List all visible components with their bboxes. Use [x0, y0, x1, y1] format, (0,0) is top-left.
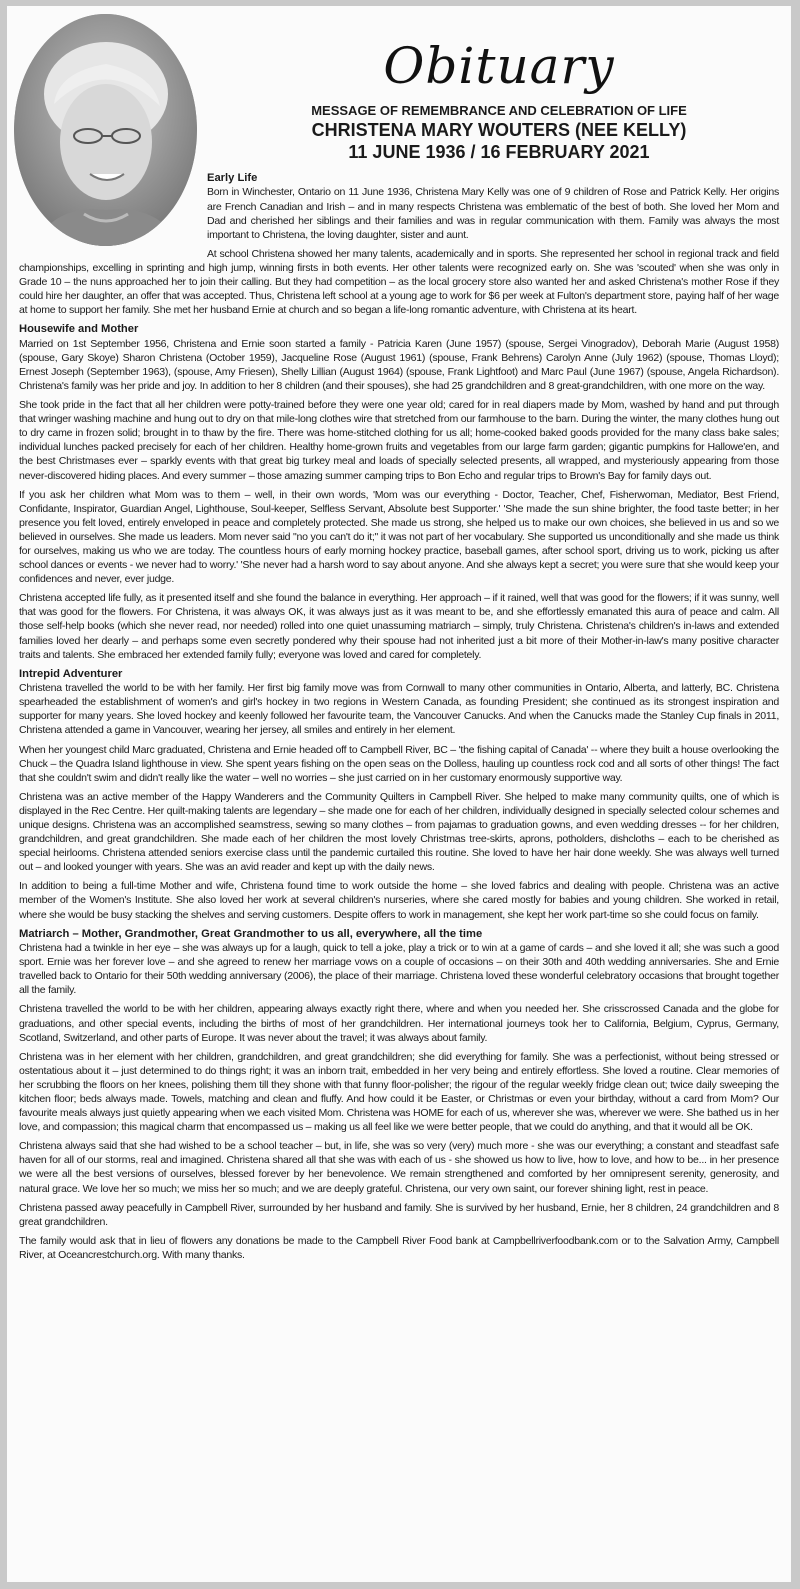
paragraph: Christena passed away peacefully in Campbell River, surrounded by her husband and family. She is survived by her husband, Ernie, her 8 children, 24 grandchildren and 8 great grandchildren.: [19, 1201, 779, 1228]
section-heading-intrepid-adventurer: Intrepid Adventurer: [19, 667, 123, 680]
section-heading-housewife-mother: Housewife and Mother: [19, 323, 139, 336]
photo-wrap-spacer: [19, 171, 207, 256]
paragraph: Christena was an active member of the Happy Wanderers and the Community Quilters in Campbell River. She helped to make many community quilts, one of which is displayed in the Rec Centre. Her quilt-making talents are legendary – she made one for each of her children, individually designed in specially selected colour schemes and unique designs. Christena was an accomplished seamstress, sewing so many clothes – from pajamas to graduation gowns, and even wedding dresses -- for her children, grandchildren, and great grandchildren. She made each of her children the most lovely Christmas tree-skirts, aprons, potholders, dishcloths – each to be cherished as special heirlooms. Christena attended seniors exercise class until the pandemic curtailed this routine. She loved to have her hair done weekly. She was always well turned out – and looked younger with years. She was an avid reader and kept up with the daily news.: [19, 790, 779, 874]
deceased-name: CHRISTENA MARY WOUTERS (NEE KELLY): [311, 120, 687, 140]
obituary-title: Obituary: [383, 37, 615, 95]
paragraph: Christena accepted life fully, as it presented itself and she found the balance in everything. Her approach – if it rained, well that was good for the flowers; if it was sunny, well that was good for the flowers. For Christena, it was always OK, it was always just as it was meant to be, and she effortlessly emanated this aura of peace and calm. All those self-help books (which she never read, nor needed) rolled into one quiet unassuming matriarch – simply, truly Christena. Christena's children's in-laws and extended families loved her dearly – and perhaps some even secretly pondered why their spouse had not inherited just a bit more of their Mother-in-law's many positive character traits and talents. She embraced her extended family fully; everyone was loved and cared for completely.: [19, 592, 779, 661]
section-heading-early-life: Early Life: [207, 172, 258, 184]
section-heading-matriarch: Matriarch – Mother, Grandmother, Great Grandmother to us all, everywhere, all the time: [19, 927, 483, 940]
paragraph: Born in Winchester, Ontario on 11 June 1936, Christena Mary Kelly was one of 9 children of Rose and Patrick Kelly. Her origins are French Canadian and Irish – and in many respects Christena was emblematic of the best of both. She loved her Mom and Dad and cherished her siblings and their families and was in regular communication with them. Family was always the most important to Christena, the loving daughter, sister and aunt.: [207, 186, 779, 241]
life-dates: 11 JUNE 1936 / 16 FEBRUARY 2021: [348, 142, 650, 162]
obituary-page: [7, 6, 791, 1582]
paragraph: She took pride in the fact that all her children were potty-trained before they were one year old; cared for in real diapers made by Mom, washed by hand and put through that wringer washing machine and hung out to dry on that mile-long clothes wire that stretched from our farmhouse to the barn. During the winter, the many clothes hung out to dry came in frozen solid; brought in to thaw by the fire. There was home-stitched clothing for us all; home-cooked baked goods provided for the many class bake sales; individual lunches packed precisely for each of her children. Healthy home-grown fruits and vegetables from our large farm garden; gigantic pumpkins for Hallowe'en, and the best Christmases ever – sparkly events with that great big turkey meal and loads of specially selected presents, all wrapped, and mysteriously appearing from those never-discovered hiding places. And every summer – those amazing summer camping trips to Bon Echo and regular trips to Brown's Bay for family days out.: [19, 399, 779, 482]
paragraph: Christena was in her element with her children, grandchildren, and great grandchildren; she did everything for family. She was a perfectionist, without being stressed or ostentatious about it – just determined to do things right; it was an inborn trait, embedded in her very being and entirely effortless. She loved a routine. Clear memories of her scrubbing the floors on her knees, polishing them till they shone with that funny floor-polisher; the rigour of the regular weekly fridge clean out; twice daily sweeping the kitchen floor; beds always made. Towels, matching and clean and fluffy. And how could it be Easter, or Christmas or even your birthday, without a card from Mom? Our favourite meals always just quietly appearing when we each visited Mom. Christena was HOME for each of us, wherever she was, wherever we were. She bathed us in her love, and compassion; this magical charm that encompassed us – making us all feel like we were better people, that we could do anything, and that it would all be OK.: [19, 1050, 779, 1134]
paragraph: If you ask her children what Mom was to them – well, in their own words, 'Mom was our everything - Doctor, Teacher, Chef, Fisherwoman, Mediator, Best Friend, Confidante, Inspirator, Guardian Angel, Lighthouse, Soul-keeper, Selfless Servant, Absolute best Supporter.' 'She made the sun shine brighter, the food taste better; in her presence you felt loved, entirely enveloped in peace and completely protected. She made us strong, she helped us to make our own choices, she believed in us and so we believed in ourselves. She made us leaders. Mom never said "no you can't do it;" it was not part of her vocabulary. She supported us unconditionally and she made us think for ourselves, making us who we are today. The countless hours of early morning hockey practice, baseball games, after school sport, driving us to work, picking us after school dances or events - we never had to worry.' 'She never had a harsh word to say about anyone. And she always kept a secret; you were sure that she would keep your confidences and never, ever judge.: [19, 488, 779, 586]
remembrance-subtitle: MESSAGE OF REMEMBRANCE AND CELEBRATION OF LIFE: [311, 103, 687, 118]
paragraph: Christena travelled the world to be with her family. Her first big family move was from Cornwall to many other communities in Ontario, Alberta, and latterly, BC. Christena spearheaded the establishment of women's and girl's hockey in two regions in Western Canada, as founding President; she continued as its strongest inspiration and supporter for many years. She loved hockey and keenly followed her favourite team, the Vancouver Canucks. And when the Canucks made the Stanley Cup finals in 2011, Christena attended a game in Vancouver, wearing her jersey, all smiles and entirely in her element.: [19, 682, 779, 737]
paragraph: The family would ask that in lieu of flowers any donations be made to the Campbell River Food bank at Campbellriverfoodbank.com or to the Salvation Army, Campbell River, at Oceancrestchurch.org. With many thanks.: [19, 1234, 779, 1261]
paragraph: Christena travelled the world to be with her children, appearing always exactly right there, where and when you needed her. She crisscrossed Canada and the globe for graduations, and other special events, including the births of most of her grandchildren. Her international journeys took her to California, Belgium, Cyprus, Germany, Scotland, Switzerland, and other parts of Europe. It was never about the travel; it was always about family.: [19, 1003, 779, 1044]
paragraph: In addition to being a full-time Mother and wife, Christena found time to work outside the home – she loved fabrics and dealing with people. Christena was an active member of the Women's Institute. She also loved her work at several children's nurseries, where she cared mostly for babies and young children. She worked in retail, where she would be busy stacking the shelves and serving customers. Despite offers to work in management, she kept her work part-time so she could focus on family.: [19, 880, 779, 921]
paragraph: When her youngest child Marc graduated, Christena and Ernie headed off to Campbell River, BC – 'the fishing capital of Canada' -- where they built a house overlooking the Chuck – the Quadra Island lighthouse in view. She spent years fishing on the open seas on the Dolless, hauling up countless rock cod and all sorts of other things! The fact that she couldn't swim and didn't really like the water – well no worries – she just carried on in her customary enormously supportive way.: [19, 743, 779, 784]
paragraph: Married on 1st September 1956, Christena and Ernie soon started a family - Patricia Karen (June 1957) (spouse, Sergei Vinogradov), Deborah Marie (August 1958) (spouse, Gary Skoye) Sharon Christena (October 1959), Jacqueline Rose (August 1961) (spouse, Frank Behrens) Carolyn Anne (July 1962) (spouse, Thomas Lloyd); Ernest Joseph (September 1963), (spouse, Amy Friesen), Shelly Lillian (August 1964) (spouse, Frank Lightfoot) and Marc Paul (June 1967) (spouse, Angela Richardson). Christena's family was her pride and joy. In addition to her 8 children (and their spouses), she had 25 grandchildren and 8 great-grandchildren, with one more on the way.: [19, 337, 779, 392]
paragraph: Christena always said that she had wished to be a school teacher – but, in life, she was so very (very) much more - she was our everything; a constant and steadfast safe haven for all of our storms, real and imagined. Christena shared all that she was with each of us - she showed us how to live, how to love, and how to be... in her presence we were all the best versions of ourselves, blessed forever by her benevolence. We remain strengthened and comforted by her omnipresent serenity, generosity, and natural grace. We love her so much; we miss her so much; and we are deeply grateful. Christena, our very own saint, our forever shining light, rest in peace.: [19, 1140, 779, 1195]
obituary-header: [207, 6, 791, 163]
obituary-body: [19, 171, 779, 1267]
paragraph: At school Christena showed her many talents, academically and in sports. She represented her school in regional track and field championships, excelling in sprinting and high jump, winning firsts in both events. Her other talents were recognized early on. She was 'scouted' when she was only in Grade 10 – the nuns approached her to join their calling. But they had competition – as the local grocery store also wanted her and asked Christena's mother Rose if they could hire her daughter, an offer that was accepted. Thus, Christena left school at a young age to work for $6 per week at Fulton's department store, paying half of her wage at home to support her family. She met her husband Ernie at church and so began a life-long romantic adventure, with Christena at its heart.: [19, 247, 779, 317]
paragraph: Christena had a twinkle in her eye – she was always up for a laugh, quick to tell a joke, play a trick or to win at a game of cards – and she loved it all; she was such a good sport. Ernie was her forever love – and she agreed to renew her marriage vows on a couple of occasions – on their 30th and 40th wedding anniversaries. She and Ernie travelled back to Ontario for their 50th wedding anniversary (2006), the place of their marriage. Christena loved these wonderful celebratory occasions that brought together all the family.: [19, 942, 779, 997]
